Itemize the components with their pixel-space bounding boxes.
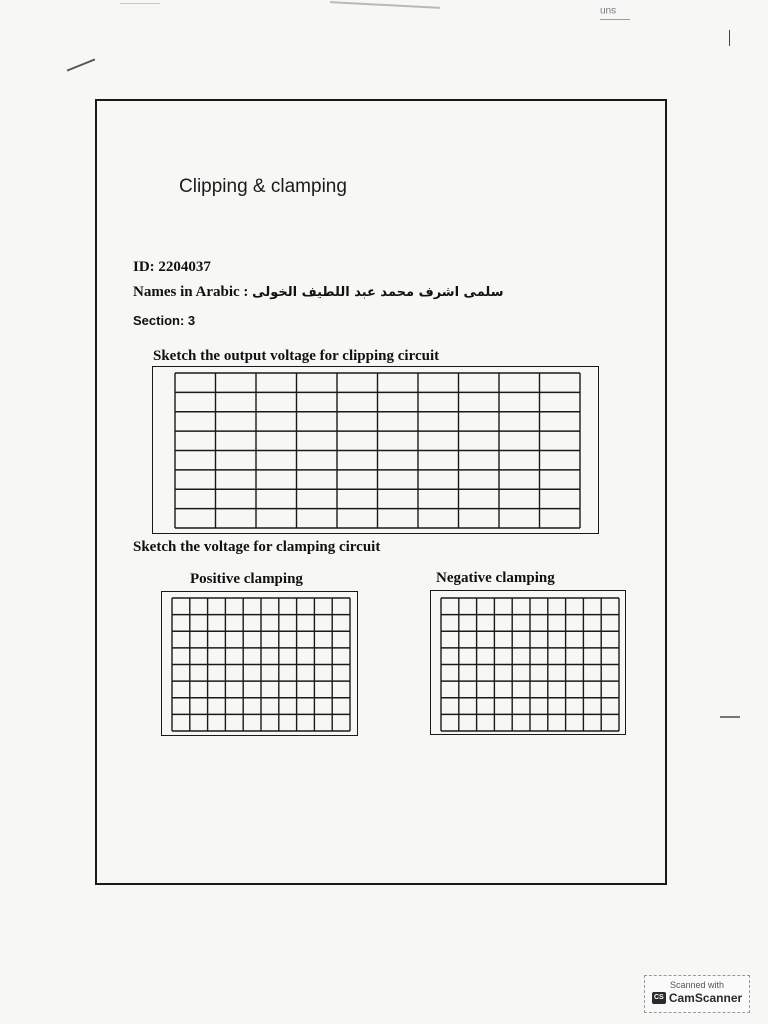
scan-edge-line xyxy=(600,19,630,20)
watermark-caption: Scanned with xyxy=(669,980,725,990)
watermark-brand: CamScanner xyxy=(668,991,743,1005)
student-id: ID: 2204037 xyxy=(133,259,211,275)
scan-edge-line xyxy=(720,716,740,718)
clipping-grid xyxy=(174,372,581,529)
student-names xyxy=(133,284,504,301)
scan-edge-line xyxy=(120,3,160,4)
positive-clamping-heading: Positive clamping xyxy=(190,571,303,587)
clipping-heading: Sketch the output voltage for clipping circuit xyxy=(153,348,440,364)
camscanner-watermark xyxy=(644,975,750,1013)
worksheet-title: Clipping & clamping xyxy=(179,176,347,197)
negative-clamping-grid xyxy=(440,597,620,732)
corner-handwriting: sun xyxy=(600,5,617,16)
section-number: Section: 3 xyxy=(133,313,196,328)
negative-clamping-grid-box xyxy=(430,590,626,735)
clipping-grid-box xyxy=(152,366,599,534)
names-label: Names in Arabic : xyxy=(133,284,253,300)
clamping-heading: Sketch the voltage for clamping circuit xyxy=(133,539,381,555)
pen-mark xyxy=(67,58,96,71)
positive-clamping-grid xyxy=(171,597,351,732)
scan-edge-line xyxy=(729,30,730,46)
negative-clamping-heading: Negative clamping xyxy=(436,570,555,586)
scan-edge-line xyxy=(330,1,440,9)
camscanner-logo-icon: CS xyxy=(652,992,666,1004)
positive-clamping-grid-box xyxy=(161,591,358,736)
names-arabic: سلمى اشرف محمد عبد اللطيف الخولى xyxy=(252,285,504,300)
